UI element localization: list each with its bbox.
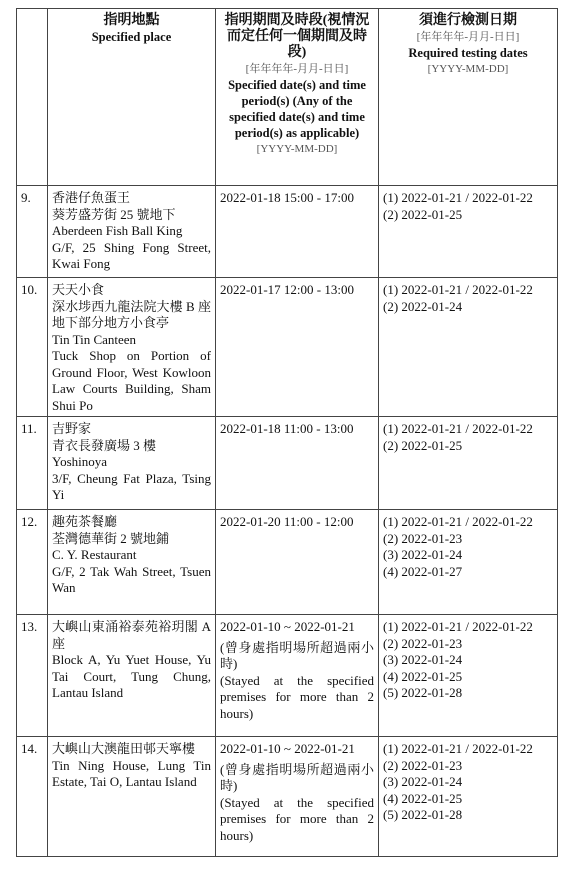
table-row [17, 510, 558, 615]
period-text: 2022-01-18 11:00 - 13:00 [220, 421, 354, 436]
testing-date: (3) 2022-01-24 [383, 652, 463, 667]
header-dates-en: Required testing dates [408, 46, 528, 60]
testing-date: (1) 2022-01-21 / 2022-01-22 [383, 514, 533, 529]
table-row [17, 186, 558, 278]
header-dates-format-en: [YYYY-MM-DD] [427, 63, 509, 75]
place-zh-name: 香港仔魚蛋王 [52, 190, 131, 205]
period-cell [216, 417, 379, 510]
period-cell [216, 278, 379, 417]
dates-cell [379, 510, 558, 615]
dates-cell [379, 417, 558, 510]
dates-cell [379, 737, 558, 857]
table-row [17, 417, 558, 510]
period-text: 2022-01-20 11:00 - 12:00 [220, 514, 354, 529]
place-en-address: 3/F, Cheung Fat Plaza, Tsing Yi [52, 470, 211, 502]
place-en-name: C. Y. Restaurant [52, 547, 137, 562]
header-place-en: Specified place [91, 30, 172, 44]
testing-date: (2) 2022-01-23 [383, 530, 463, 546]
dates-cell [379, 278, 558, 417]
header-period-zh: 指明期間及時段(視情況而定任何一個期間及時段) [224, 13, 370, 60]
testing-date: (4) 2022-01-25 [383, 668, 463, 684]
testing-date: (5) 2022-01-28 [383, 685, 463, 700]
row-number: 13. [17, 615, 48, 737]
testing-date: (2) 2022-01-23 [383, 635, 463, 651]
testing-date: (1) 2022-01-21 / 2022-01-22 [383, 421, 533, 436]
period-note-en: (Stayed at the specified premises for more than 2 hours) [220, 672, 374, 721]
table-row [17, 615, 558, 737]
header-period-format-zh: [年年年年-月月-日日] [245, 63, 349, 75]
place-en-address: Tuck Shop on Portion of Ground Floor, West Kowloon Law Courts Building, Sham Shui Po [52, 348, 211, 413]
header-dates-format-zh: [年年年年-月月-日日] [416, 31, 520, 43]
period-note [220, 640, 374, 723]
place-zh-name: 吉野家 [52, 421, 92, 436]
testing-date: (3) 2022-01-24 [383, 547, 463, 562]
period-text: 2022-01-18 15:00 - 17:00 [220, 190, 354, 205]
place-zh-address: 青衣長發廣場 3 樓 [52, 437, 157, 453]
testing-date: (4) 2022-01-25 [383, 790, 463, 806]
testing-date: (2) 2022-01-24 [383, 298, 463, 314]
place-zh-address: 荃灣德華街 2 號地鋪 [52, 530, 170, 546]
place-zh-name: 大嶼山大澳龍田邨天寧樓 [52, 741, 196, 756]
testing-date: (2) 2022-01-25 [383, 206, 463, 222]
period-note-zh: (曾身處指明場所超過兩小時) [220, 761, 374, 793]
place-zh-name: 趣苑茶餐廳 [52, 514, 118, 529]
period-cell [216, 615, 379, 737]
place-en-name: Tin Tin Canteen [52, 331, 137, 347]
period-cell [216, 737, 379, 857]
testing-date: (4) 2022-01-27 [383, 563, 463, 579]
period-cell [216, 186, 379, 278]
testing-date: (1) 2022-01-21 / 2022-01-22 [383, 282, 533, 297]
testing-date: (3) 2022-01-24 [383, 774, 463, 789]
testing-date: (1) 2022-01-21 / 2022-01-22 [383, 190, 533, 205]
place-cell [48, 615, 216, 737]
header-period-format-en: [YYYY-MM-DD] [256, 143, 338, 155]
place-en-name: Aberdeen Fish Ball King [52, 223, 183, 238]
header-period [216, 9, 379, 186]
place-en-name: Tin Ning House, Lung Tin Estate, Tai O, Lantau Island [52, 757, 211, 789]
period-cell [216, 510, 379, 615]
testing-date: (1) 2022-01-21 / 2022-01-22 [383, 619, 533, 634]
place-en-address: G/F, 25 Shing Fong Street, Kwai Fong [52, 239, 211, 271]
period-note-en: (Stayed at the specified premises for more than 2 hours) [220, 794, 374, 843]
period-text: 2022-01-10 ~ 2022-01-21 [220, 619, 355, 634]
row-number: 12. [17, 510, 48, 615]
table-row [17, 278, 558, 417]
row-number: 14. [17, 737, 48, 857]
header-period-en: Specified date(s) and time period(s) (Any of the specified date(s) and time period(s) as applicable) [228, 78, 366, 140]
place-cell [48, 417, 216, 510]
row-number: 11. [17, 417, 48, 510]
table-header-row [17, 9, 558, 186]
place-cell [48, 737, 216, 857]
place-zh-address: 深水埗西九龍法院大樓 B 座地下部分地方小食亭 [52, 298, 211, 330]
period-note-zh: (曾身處指明場所超過兩小時) [220, 639, 374, 671]
header-place [48, 9, 216, 186]
period-note [220, 762, 374, 845]
period-text: 2022-01-10 ~ 2022-01-21 [220, 741, 355, 756]
header-dates-zh: 須進行檢測日期 [419, 13, 517, 28]
testing-date: (2) 2022-01-25 [383, 437, 463, 453]
testing-date: (1) 2022-01-21 / 2022-01-22 [383, 741, 533, 756]
header-place-zh: 指明地點 [103, 13, 160, 28]
place-en-name: Block A, Yu Yuet House, Yu Tai Court, Tung Chung, Lantau Island [52, 652, 211, 700]
place-cell [48, 278, 216, 417]
place-cell [48, 186, 216, 278]
place-cell [48, 510, 216, 615]
place-en-name: Yoshinoya [52, 454, 108, 469]
place-en-address: G/F, 2 Tak Wah Street, Tsuen Wan [52, 563, 211, 595]
testing-date: (5) 2022-01-28 [383, 807, 463, 822]
row-number: 9. [17, 186, 48, 278]
table-row [17, 737, 558, 857]
place-zh-name: 大嶼山東涌裕泰苑裕玥閣 A 座 [52, 619, 211, 651]
dates-cell [379, 615, 558, 737]
period-text: 2022-01-17 12:00 - 13:00 [220, 282, 354, 297]
header-number-cell [17, 9, 48, 186]
testing-date: (2) 2022-01-23 [383, 757, 463, 773]
header-dates [379, 9, 558, 186]
dates-cell [379, 186, 558, 278]
place-zh-address: 葵芳盛芳街 25 號地下 [52, 206, 176, 222]
place-zh-name: 天天小食 [52, 282, 105, 297]
testing-table [16, 8, 558, 857]
row-number: 10. [17, 278, 48, 417]
